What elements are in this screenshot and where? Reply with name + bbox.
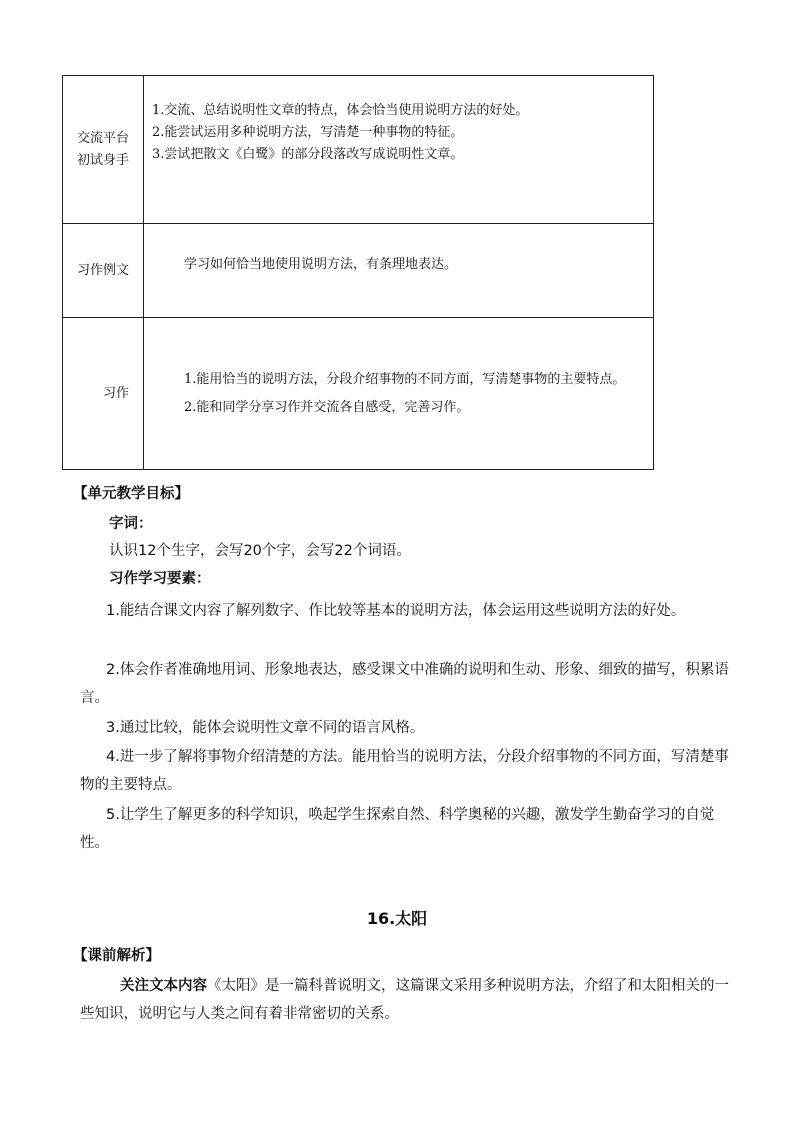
analysis-heading: 【课前解析】 xyxy=(73,948,160,964)
goal-item: 5.让学生了解更多的科学知识，唤起学生探索自然、科学奥秘的兴趣，激发学生勤奋学习的自觉性。 xyxy=(80,807,715,851)
goal-item: 2.体会作者准确地用词、形象地表达，感受课文中准确的说明和生动、形象、细致的描写，积累语言。 xyxy=(80,662,729,706)
row-label xyxy=(63,224,144,318)
row-label-text: 习作 xyxy=(103,385,130,401)
row-label-text: 习作例文 xyxy=(76,262,129,278)
unit-content-table xyxy=(62,75,654,470)
focus-text: 《太阳》是一篇科普说明文，这篇课文采用多种说明方法，介绍了和太阳相关的一些知识，说明它与人类之间有着非常密切的关系。 xyxy=(80,978,729,1022)
table-row xyxy=(63,318,654,470)
row-content xyxy=(144,224,654,318)
table-row xyxy=(63,76,654,224)
content-line: 1.交流、总结说明性文章的特点，体会恰当使用说明方法的好处。 xyxy=(152,102,529,118)
focus-label: 关注文本内容 xyxy=(120,978,207,994)
goal-item: 1.能结合课文内容了解列数字、作比较等基本的说明方法，体会运用这些说明方法的好处。 xyxy=(106,603,686,619)
vocab-heading: 字词： xyxy=(109,516,153,532)
goals-heading: 【单元教学目标】 xyxy=(73,486,189,502)
table-row xyxy=(63,224,654,318)
row-content xyxy=(144,76,654,224)
vocab-text: 认识12个生字，会写20个字，会写22个词语。 xyxy=(109,543,411,559)
writing-heading: 习作学习要素： xyxy=(109,571,211,587)
row-label xyxy=(63,76,144,224)
row-label-text: 交流平台初试身手 xyxy=(76,130,129,168)
row-label xyxy=(63,318,144,470)
content-line: 3.尝试把散文《白鹭》的部分段落改写成说明性文章。 xyxy=(152,146,464,162)
content-line: 学习如何恰当地使用说明方法，有条理地表达。 xyxy=(184,256,458,272)
goal-item: 3.通过比较，能体会说明性文章不同的语言风格。 xyxy=(106,720,425,736)
row-content xyxy=(144,318,654,470)
lesson-title: 16.太阳 xyxy=(366,909,428,928)
goal-item: 4.进一步了解将事物介绍清楚的方法。能用恰当的说明方法，分段介绍事物的不同方面，写清楚事物的主要特点。 xyxy=(80,749,729,793)
content-line: 1.能用恰当的说明方法，分段介绍事物的不同方面，写清楚事物的主要特点。 xyxy=(184,371,626,387)
content-line: 2.能和同学分享习作并交流各自感受，完善习作。 xyxy=(184,399,470,415)
focus-paragraph xyxy=(80,972,730,1028)
content-line: 2.能尝试运用多种说明方法，写清楚一种事物的特征。 xyxy=(152,124,464,140)
